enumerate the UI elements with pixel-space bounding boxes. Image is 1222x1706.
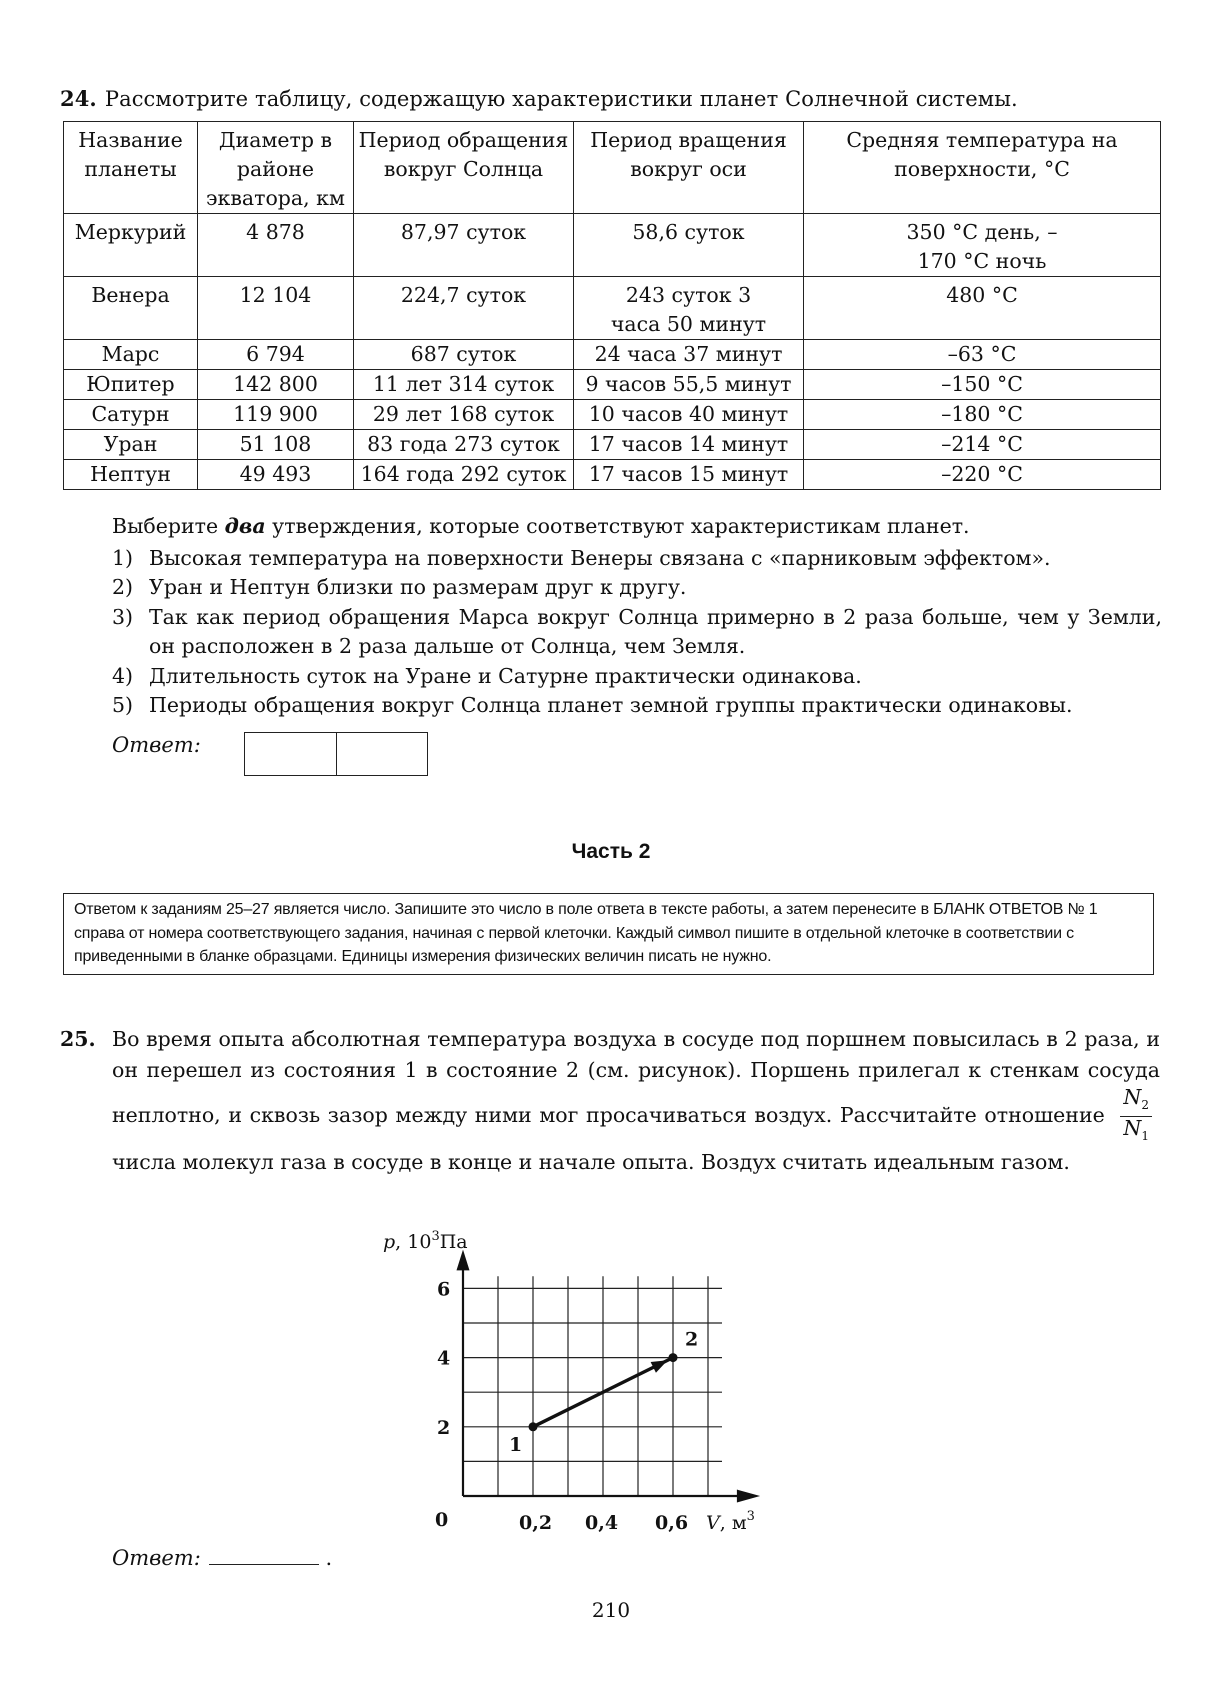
statement-text: Так как период обращения Марса вокруг Солнца примерно в 2 раза больше, чем у Земли, он расположен в 2 раза дальше от Солнца, чем Земля. (149, 604, 1162, 658)
table-cell: 83 года 273 суток (354, 430, 574, 460)
table-header-row (64, 122, 1161, 214)
fraction-denominator: N (1123, 1116, 1142, 1141)
answer-25: Ответ: . (112, 1546, 333, 1570)
task-text: Рассмотрите таблицу, содержащую характеристики планет Солнечной системы. (104, 87, 1018, 111)
table-cell: –180 °С (804, 400, 1161, 430)
table-cell: Венера (64, 277, 198, 340)
table-cell: 58,6 суток (574, 214, 804, 277)
instruction-text: утверждения, которые соответствуют характеристикам планет. (265, 514, 970, 538)
table-cell: 350 °С день, –170 °С ночь (804, 214, 1161, 277)
table-row (64, 214, 1161, 277)
task-24-heading (60, 86, 1018, 111)
table-cell: 6 794 (198, 340, 354, 370)
task-25 (60, 1024, 1160, 1178)
svg-text:V, м3: V, $м^3$ (706, 1509, 755, 1534)
svg-text:2: 2 (685, 1328, 699, 1351)
task-text: числа молекул газа в сосуде в конце и начале опыта. Воздух считать идеальным газом. (112, 1150, 1070, 1175)
table-cell: 11 лет 314 суток (354, 370, 574, 400)
table-cell: –220 °С (804, 460, 1161, 490)
pv-diagram-svg (383, 1228, 815, 1534)
statement-item (112, 544, 1162, 574)
instruction-emphasis: два (224, 514, 266, 538)
svg-text:0,4: 0,4 (585, 1512, 619, 1534)
svg-text:0,6: 0,6 (655, 1512, 689, 1534)
table-cell: 243 суток 3 часа 50 минут (574, 277, 804, 340)
table-cell: Нептун (64, 460, 198, 490)
svg-text:1: 1 (509, 1433, 523, 1456)
table-row (64, 400, 1161, 430)
answer-cell-2[interactable] (337, 733, 428, 775)
table-cell: 224,7 суток (354, 277, 574, 340)
table-cell: Марс (64, 340, 198, 370)
table-cell: 119 900 (198, 400, 354, 430)
statement-text: Высокая температура на поверхности Венеры связана с «парниковым эффектом». (149, 545, 1051, 570)
instruction (112, 512, 1162, 542)
task-25-text (112, 1024, 1160, 1178)
svg-text:p, 103Па: p, $10^3Па$ (383, 1229, 468, 1253)
pv-diagram (383, 1228, 815, 1534)
table-cell: 164 года 292 суток (354, 460, 574, 490)
statement-number: 5) (112, 693, 134, 717)
table-cell: 87,97 суток (354, 214, 574, 277)
statement-number: 2) (112, 575, 134, 599)
planets-table (63, 121, 1161, 490)
svg-text:0,2: 0,2 (519, 1512, 553, 1534)
table-cell: 17 часов 15 минут (574, 460, 804, 490)
table-row (64, 340, 1161, 370)
svg-text:4: 4 (437, 1347, 451, 1370)
statement-text: Периоды обращения вокруг Солнца планет земной группы практически одинаковы. (149, 693, 1073, 717)
table-cell: Уран (64, 430, 198, 460)
svg-text:6: 6 (437, 1278, 451, 1301)
task-number: 24. (60, 86, 97, 111)
table-cell: 9 часов 55,5 минут (574, 370, 804, 400)
table-cell: Юпитер (64, 370, 198, 400)
table-row (64, 460, 1161, 490)
statement-item (112, 573, 1162, 603)
statements-list (112, 512, 1162, 721)
answer-label: Ответ: (112, 733, 201, 757)
table-row (64, 430, 1161, 460)
table-cell: Сатурн (64, 400, 198, 430)
answer-label: Ответ: (112, 1546, 201, 1570)
table-cell: Меркурий (64, 214, 198, 277)
instruction-text: Выберите (112, 514, 225, 538)
header-cell: Средняя температура на поверхности, °С (804, 122, 1161, 214)
table-cell: 687 суток (354, 340, 574, 370)
statement-item (112, 662, 1162, 692)
header-cell: Диаметр в районе экватора, км (198, 122, 354, 214)
grid-lines (463, 1276, 722, 1496)
statement-number: 1) (112, 545, 134, 570)
table-cell: 17 часов 14 минут (574, 430, 804, 460)
table-cell: –214 °С (804, 430, 1161, 460)
table-cell: –150 °С (804, 370, 1161, 400)
statement-item (112, 691, 1162, 721)
axes (458, 1253, 756, 1501)
task-text: Во время опыта абсолютная температура воздуха в сосуде под поршнем повысилась в 2 раза, и он перешел из состояния 1 в состояние 2 (см. рисунок). Поршень прилегал к стенкам сосуда неплотно, и сквозь зазор между ними мог просачиваться воздух. Рассчитайте отношение (112, 1027, 1160, 1128)
statement-number: 4) (112, 663, 134, 688)
ratio-fraction (1120, 1086, 1152, 1147)
table-cell: 4 878 (198, 214, 354, 277)
table-row (64, 370, 1161, 400)
table-cell: 142 800 (198, 370, 354, 400)
svg-text:2: 2 (437, 1416, 451, 1439)
fraction-numerator: N (1123, 1085, 1142, 1109)
table-cell: 12 104 (198, 277, 354, 340)
header-cell: Название планеты (64, 122, 198, 214)
statement-item (112, 603, 1162, 662)
table-cell: 49 493 (198, 460, 354, 490)
table-cell: –63 °С (804, 340, 1161, 370)
answer-boxes (244, 732, 428, 776)
header-cell: Период вращения вокруг оси (574, 122, 804, 214)
numerator-subscript: 2 (1141, 1098, 1149, 1113)
page-number: 210 (591, 1598, 631, 1622)
table-cell: 24 часа 37 минут (574, 340, 804, 370)
answer-cell-1[interactable] (245, 733, 337, 775)
header-cell: Период обращения вокруг Солнца (354, 122, 574, 214)
part-2-instructions-box: Ответом к заданиям 25–27 является число. Запишите это число в поле ответа в тексте работы, а затем перенесите в БЛАНК ОТВЕТОВ № 1 справа от номера соответствующего задания, начиная с первой клеточки. Каждый символ пишите в отдельной клеточке в соответствии с приведенными в бланке образцами. Единицы измерения физических величин писать не нужно. (63, 893, 1154, 975)
table-cell: 10 часов 40 минут (574, 400, 804, 430)
table-cell: 51 108 (198, 430, 354, 460)
table-cell: 29 лет 168 суток (354, 400, 574, 430)
statement-text: Длительность суток на Уране и Сатурне практически одинакова. (149, 663, 862, 688)
table-cell: 480 °С (804, 277, 1161, 340)
part-2-title: Часть 2 (571, 840, 651, 863)
answer-input-line[interactable] (209, 1546, 319, 1565)
statement-text: Уран и Нептун близки по размерам друг к другу. (149, 575, 687, 599)
svg-text:0: 0 (435, 1509, 449, 1531)
denominator-subscript: 1 (1141, 1129, 1149, 1144)
tick-labels (383, 1229, 755, 1534)
task-number: 25. (60, 1027, 96, 1051)
table-row (64, 277, 1161, 340)
statement-number: 3) (112, 604, 134, 629)
